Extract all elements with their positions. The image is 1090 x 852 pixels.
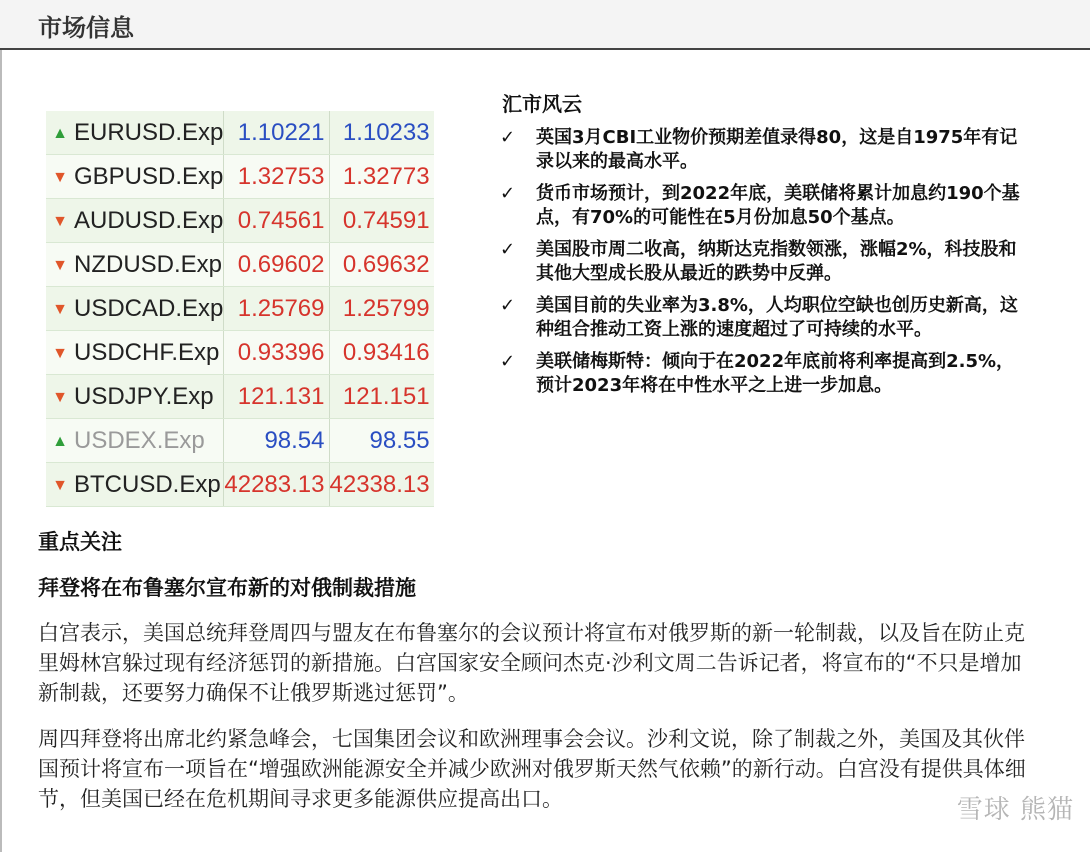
news-paragraph: 白宫表示，美国总统拜登周四与盟友在布鲁塞尔的会议预计将宣布对俄罗斯的新一轮制裁，以及旨在防止克里姆林宫躲过现有经济惩罚的新措施。白宫国家安全顾问杰克·沙利文周二告诉记者，将宣布的“不只是增加新制裁，还要努力确保不让俄罗斯逃过惩罚”。 <box>38 621 1025 705</box>
quote-symbol-cell <box>46 463 224 507</box>
quote-symbol-cell <box>46 375 224 419</box>
fx-section-title: 汇市风云 <box>502 92 582 116</box>
news-paragraph: 周四拜登将出席北约紧急峰会，七国集团会议和欧洲理事会会议。沙利文说，除了制裁之外，美国及其伙伴国预计将宣布一项旨在“增强欧洲能源安全并减少欧洲对俄罗斯天然气依赖”的新行动。白宫没有提供具体细节，但美国已经在危机期间寻求更多能源供应提高出口。 <box>38 727 1026 811</box>
quote-row <box>46 287 434 331</box>
quote-bid: 42283.13 <box>224 463 329 507</box>
arrow-up-icon: ▲ <box>52 432 68 450</box>
fx-news-list <box>500 126 1020 406</box>
check-icon: ✓ <box>500 127 516 148</box>
arrow-down-icon: ▼ <box>52 388 68 406</box>
quote-ask: 42338.13 <box>329 463 434 507</box>
quote-row <box>46 155 434 199</box>
arrow-up-icon: ▲ <box>52 124 68 142</box>
quote-symbol: USDJPY.Exp <box>74 382 214 410</box>
arrow-down-icon: ▼ <box>52 300 68 318</box>
quote-symbol: USDCAD.Exp <box>74 294 224 322</box>
quote-symbol: EURUSD.Exp <box>74 118 224 146</box>
quote-bid: 0.69602 <box>224 243 329 287</box>
quote-symbol-cell <box>46 243 224 287</box>
quote-symbol-cell <box>46 419 224 463</box>
quotes-table <box>46 111 434 507</box>
quote-bid: 98.54 <box>224 419 329 463</box>
quote-row <box>46 199 434 243</box>
fx-news-item: ✓ 美国目前的失业率为3.8%，人均职位空缺也创历史新高，这种组合推动工资上涨的速度超过了可持续的水平。 <box>500 295 1018 340</box>
arrow-down-icon: ▼ <box>52 212 68 230</box>
quote-symbol-cell <box>46 155 224 199</box>
quote-symbol-cell <box>46 331 224 375</box>
check-icon: ✓ <box>500 295 516 316</box>
page-title: 市场信息 <box>38 14 134 42</box>
quote-symbol-cell <box>46 287 224 331</box>
quote-bid: 0.93396 <box>224 331 329 375</box>
quote-ask: 1.25799 <box>329 287 434 331</box>
quote-symbol: AUDUSD.Exp <box>74 206 224 234</box>
watermark: 雪球 熊猫 <box>956 795 1074 825</box>
quote-symbol: GBPUSD.Exp <box>74 162 224 190</box>
quote-row <box>46 111 434 155</box>
arrow-down-icon: ▼ <box>52 344 68 362</box>
quote-symbol: NZDUSD.Exp <box>74 250 223 278</box>
quote-bid: 1.25769 <box>224 287 329 331</box>
quote-symbol: BTCUSD.Exp <box>74 470 221 498</box>
quote-bid: 121.131 <box>224 375 329 419</box>
check-icon: ✓ <box>500 351 516 372</box>
page-header <box>0 0 1090 50</box>
quote-ask: 1.10233 <box>329 111 434 155</box>
quote-ask: 0.93416 <box>329 331 434 375</box>
quote-ask: 98.55 <box>329 419 434 463</box>
check-icon: ✓ <box>500 183 516 204</box>
news-headline: 拜登将在布鲁塞尔宣布新的对俄制裁措施 <box>38 576 416 600</box>
quote-ask: 121.151 <box>329 375 434 419</box>
quote-row <box>46 243 434 287</box>
quote-ask: 1.32773 <box>329 155 434 199</box>
fx-news-item: ✓ 货币市场预计，到2022年底，美联储将累计加息约190个基点，有70%的可能性在5月份加息50个基点。 <box>500 183 1020 228</box>
left-frame-border <box>0 0 2 852</box>
quote-row <box>46 331 434 375</box>
quote-row <box>46 419 434 463</box>
fx-news-item: ✓ 美联储梅斯特：倾向于在2022年底前将利率提高到2.5%，预计2023年将在中性水平之上进一步加息。 <box>500 351 1015 396</box>
arrow-down-icon: ▼ <box>52 168 68 186</box>
fx-news-item: ✓ 英国3月CBI工业物价预期差值录得80，这是自1975年有记录以来的最高水平。 <box>500 127 1018 172</box>
quote-row <box>46 463 434 507</box>
quote-row <box>46 375 434 419</box>
quote-symbol-cell <box>46 111 224 155</box>
check-icon: ✓ <box>500 239 516 260</box>
quote-ask: 0.74591 <box>329 199 434 243</box>
quote-bid: 1.32753 <box>224 155 329 199</box>
quote-bid: 0.74561 <box>224 199 329 243</box>
quote-symbol-cell <box>46 199 224 243</box>
fx-news-item: ✓ 美国股市周二收高，纳斯达克指数领涨，涨幅2%，科技股和其他大型成长股从最近的跌势中反弹。 <box>500 239 1017 284</box>
arrow-down-icon: ▼ <box>52 256 68 274</box>
quote-symbol: USDEX.Exp <box>74 426 205 454</box>
quote-ask: 0.69632 <box>329 243 434 287</box>
focus-section-title: 重点关注 <box>38 530 122 554</box>
quote-symbol: USDCHF.Exp <box>74 338 220 366</box>
quote-bid: 1.10221 <box>224 111 329 155</box>
arrow-down-icon: ▼ <box>52 476 68 494</box>
